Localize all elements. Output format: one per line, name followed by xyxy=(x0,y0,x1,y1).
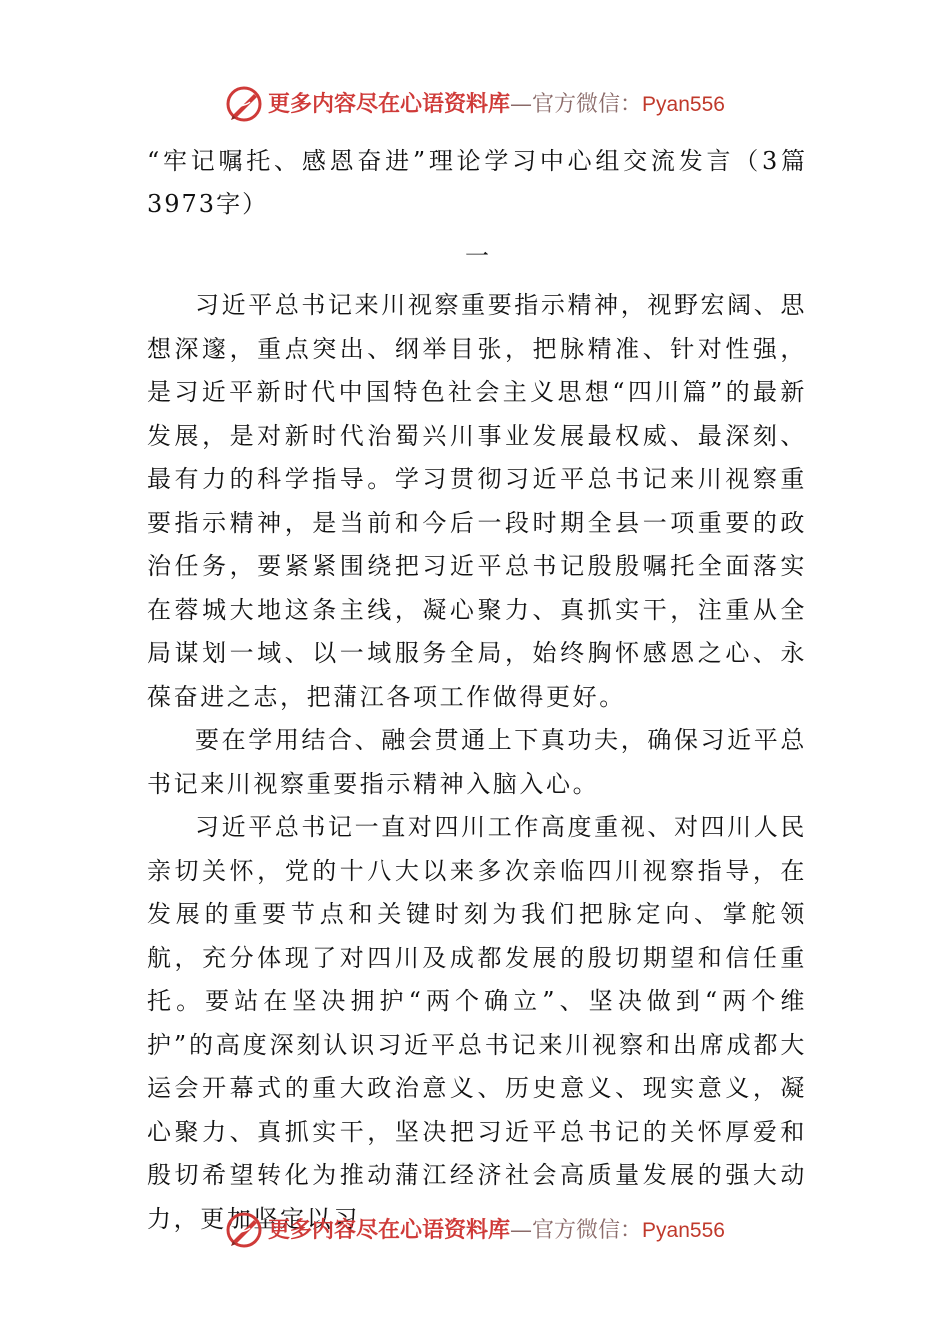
paragraph: 习近平总书记来川视察重要指示精神，视野宏阔、思想深邃，重点突出、纲举目张，把脉精准、针对性强，是习近平新时代中国特色社会主义思想“四川篇”的最新发展，是对新时代治蜀兴川事业发展最权威、最深刻、最有力的科学指导。学习贯彻习近平总书记来川视察重要指示精神，是当前和今后一段时期全县一项重要的政治任务，要紧紧围绕把习近平总书记殷殷嘱托全面落实在蓉城大地这条主线，凝心聚力、真抓实干，注重从全局谋划一域、以一域服务全局，始终胸怀感恩之心、永葆奋进之志，把蒲江各项工作做得更好。 xyxy=(147,291,807,711)
banner-main-text: 更多内容尽在心语资料库 xyxy=(268,90,511,117)
paragraph: 要在学用结合、融会贯通上下真功夫，确保习近平总书记来川视察重要指示精神入脑入心。 xyxy=(147,726,807,798)
footer-banner xyxy=(0,1210,950,1250)
document-title: “牢记嘱托、感恩奋进”理论学习中心组交流发言（3篇3973字） xyxy=(147,147,807,218)
document-body xyxy=(147,140,807,1241)
banner-main-text: 更多内容尽在心语资料库 xyxy=(268,1216,511,1243)
banner-wechat-id: Pyan556 xyxy=(642,92,725,116)
banner-sub-text: —官方微信： xyxy=(510,91,643,117)
paragraph: 习近平总书记一直对四川工作高度重视、对四川人民亲切关怀，党的十八大以来多次亲临四川视察指导，在发展的重要节点和关键时刻为我们把脉定向、掌舵领航，充分体现了对四川及成都发展的殷切期望和信任重托。要站在坚决拥护“两个确立”、坚决做到“两个维护”的高度深刻认识习近平总书记来川视察和出席成都大运会开幕式的重大政治意义、历史意义、现实意义，凝心聚力、真抓实干，坚决把习近平总书记的关怀厚爱和殷切希望转化为推动蒲江经济社会高质量发展的强大动力，更加坚定以习 xyxy=(147,813,807,1233)
banner-wechat-id: Pyan556 xyxy=(642,1218,725,1242)
pen-logo-icon xyxy=(224,1210,264,1250)
section-number: 一 xyxy=(465,242,489,270)
header-banner xyxy=(0,84,950,124)
banner-sub-text: —官方微信： xyxy=(510,1217,643,1243)
banner-text xyxy=(268,1210,725,1251)
banner-text xyxy=(268,84,725,125)
pen-logo-icon xyxy=(224,84,264,124)
